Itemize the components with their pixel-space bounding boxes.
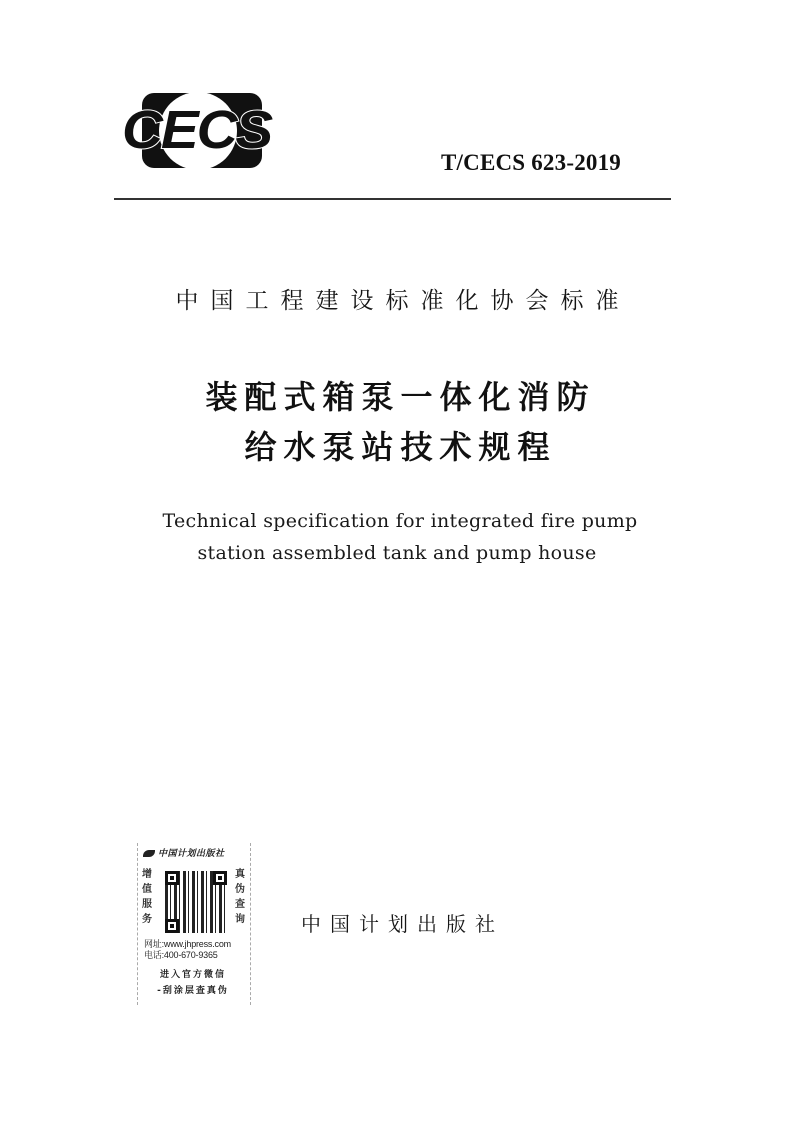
- standard-code: T/CECS 623-2019: [441, 150, 621, 175]
- sticker-phone: 电话:400-670-9365: [144, 950, 218, 960]
- sticker-instruction-1: 进入官方微信: [159, 970, 226, 980]
- vertical-char: 询: [235, 914, 245, 925]
- title-cn-line1: 装配式箱泵一体化消防: [205, 378, 596, 416]
- publisher-name: 中国计划出版社: [301, 912, 504, 936]
- vertical-char: 伪: [235, 884, 245, 895]
- sticker-website: 网址:www.jhpress.com: [144, 939, 231, 949]
- vertical-char: 查: [235, 899, 245, 910]
- sticker-left-vertical: [141, 867, 153, 927]
- sticker-right-vertical: [234, 867, 246, 927]
- title-en-line2: station assembled tank and pump house: [197, 542, 597, 564]
- vertical-char: 务: [142, 914, 152, 925]
- anti-counterfeit-sticker: [133, 843, 251, 1008]
- logo-text: CECS: [122, 100, 272, 160]
- vertical-char: 服: [142, 899, 152, 910]
- title-en-line1: Technical specification for integrated fire pump: [162, 510, 638, 532]
- cecs-logo: [118, 86, 283, 174]
- qr-code[interactable]: [165, 871, 227, 933]
- qr-finder: [165, 919, 179, 933]
- association-name: 中国工程建设标准化协会标准: [175, 288, 631, 314]
- qr-finder: [213, 871, 227, 885]
- header-divider: [114, 198, 671, 200]
- publisher-bird-icon: [143, 850, 155, 857]
- sticker-instruction-2: -刮涂层查真伪: [157, 986, 229, 996]
- vertical-char: 增: [142, 869, 152, 880]
- vertical-char: 真: [235, 869, 245, 880]
- vertical-char: 值: [142, 884, 152, 895]
- qr-finder: [165, 871, 179, 885]
- sticker-header: [143, 847, 253, 861]
- title-cn-line2: 给水泵站技术规程: [244, 428, 557, 466]
- sticker-header-text: 中国计划出版社: [158, 849, 225, 859]
